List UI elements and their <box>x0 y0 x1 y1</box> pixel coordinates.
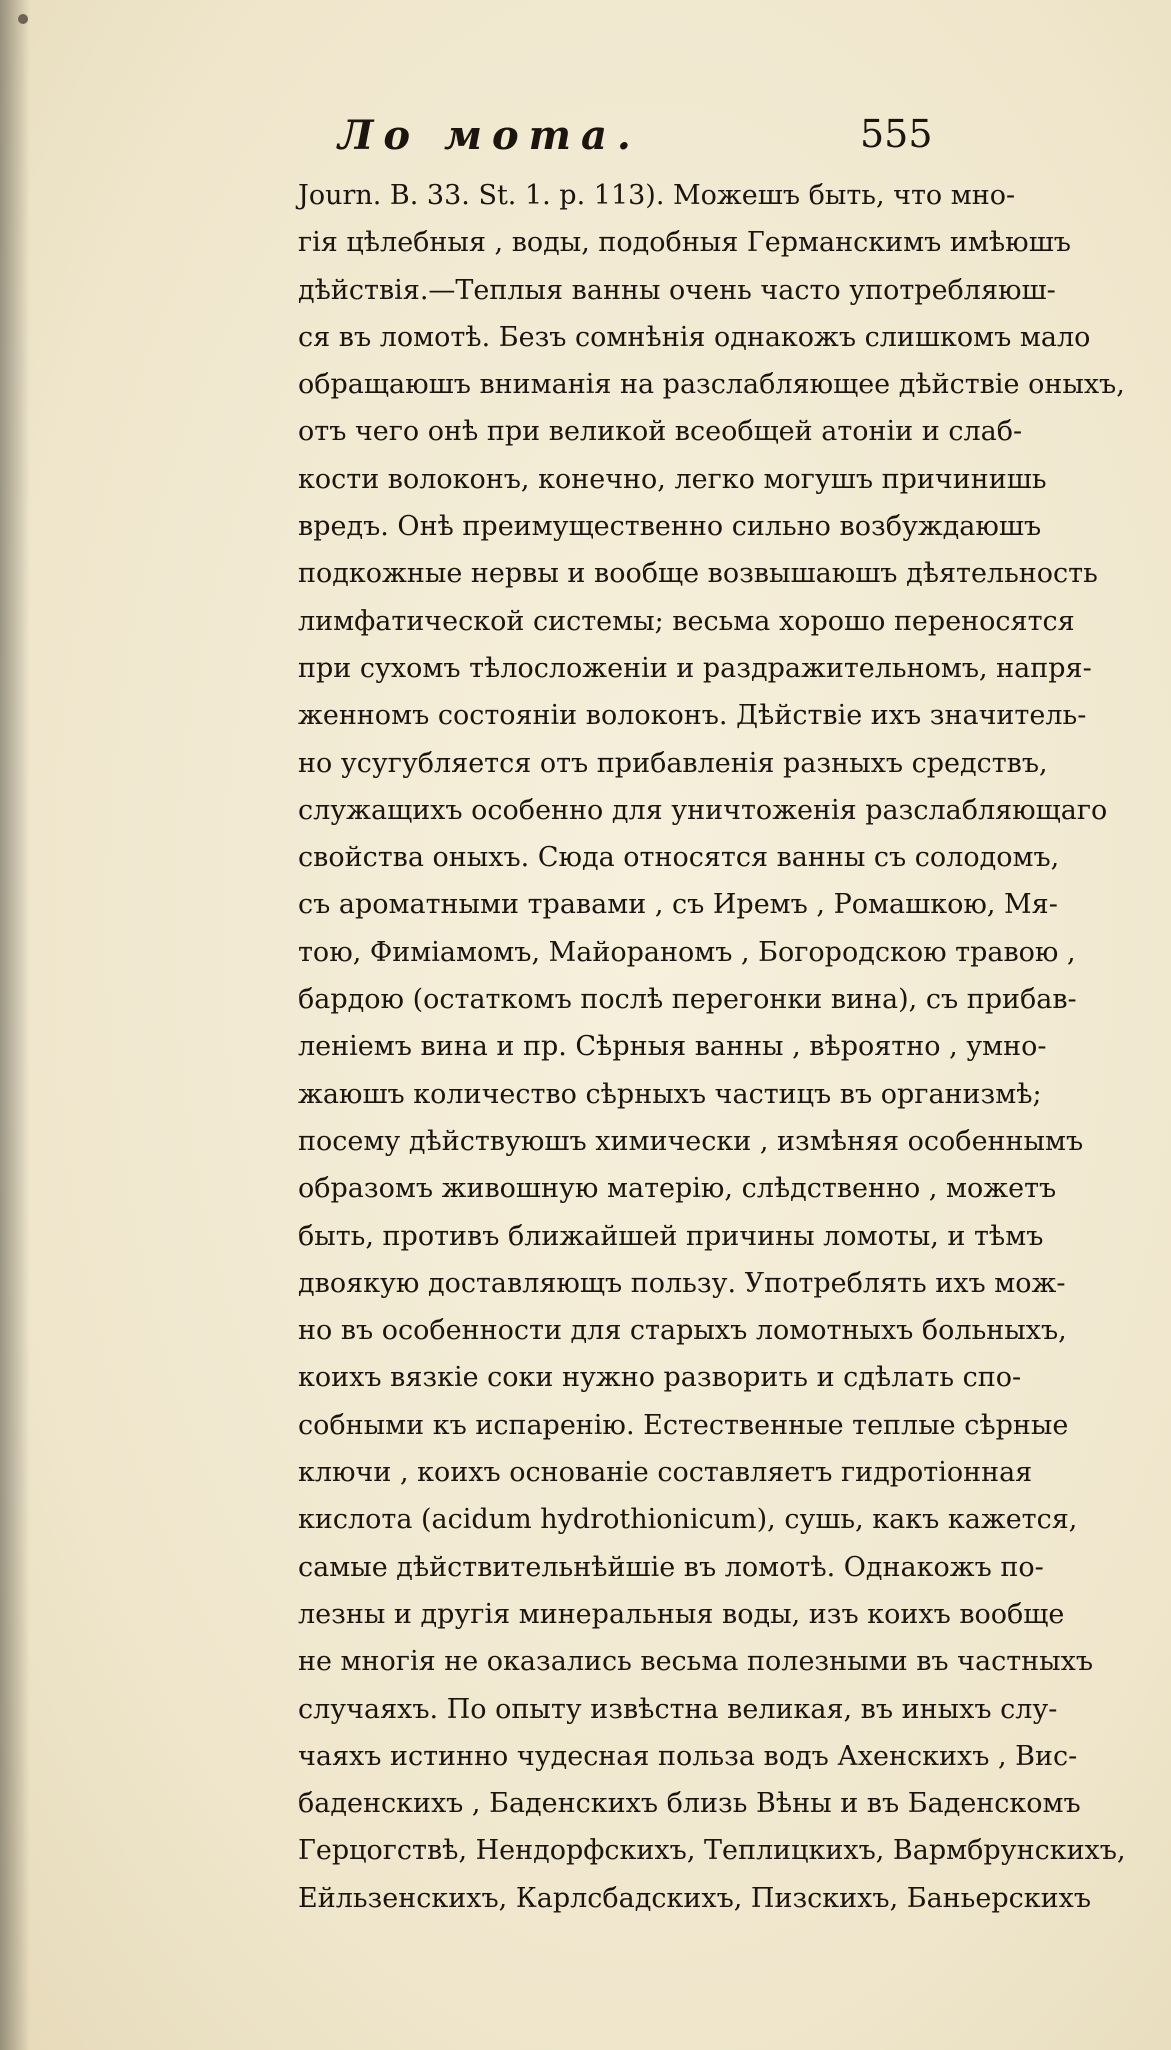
page-header <box>0 112 1171 172</box>
text-line: но усугубляется отъ прибавленія разныхъ средствъ, <box>298 747 1048 779</box>
text-line: ся въ ломотѣ. Безъ сомнѣнія однакожъ слишкомъ мало <box>298 321 1091 353</box>
text-line: подкожные нервы и вообще возвышаюшъ дѣятельность <box>298 558 1098 590</box>
text-line: кости волоконъ, конечно, легко могушъ причинишь <box>298 463 1047 495</box>
text-line: коихъ вязкіе соки нужно разворить и сдѣлать спо- <box>298 1362 1022 1394</box>
text-line: лимфатической системы; весьма хорошо переносятся <box>298 605 1075 637</box>
binding-shadow <box>0 0 30 2050</box>
text-line: чаяхъ истинно чудесная польза водъ Ахенскихъ , Вис- <box>298 1740 1078 1772</box>
text-line: съ ароматными травами , съ Иремъ , Ромашкою, Мя- <box>298 889 1058 921</box>
text-line: гія цѣлебныя , воды, подобныя Германскимъ имѣюшъ <box>298 227 1071 259</box>
text-line: Ейльзенскихъ, Карлсбадскихъ, Пизскихъ, Баньерскихъ <box>298 1882 1092 1914</box>
text-line: случаяхъ. По опыту извѣстна великая, въ иныхъ слу- <box>298 1693 1058 1725</box>
body-text <box>298 172 1126 1922</box>
page-number: 555 <box>860 112 933 156</box>
text-line: тою, Фиміамомъ, Майораномъ , Богородскою травою , <box>298 936 1076 968</box>
text-line: собными къ испаренію. Естественные теплые сѣрные <box>298 1409 1069 1441</box>
text-line: вредъ. Онѣ преимущественно сильно возбуждаюшъ <box>298 511 1042 543</box>
text-line: служащихъ особенно для уничтоженія разслабляющаго <box>298 794 1108 826</box>
text-line: самые дѣйствительнѣйшіе въ ломотѣ. Однакожъ по- <box>298 1551 1044 1583</box>
text-line: лезны и другія минеральныя воды, изъ коихъ вообще <box>298 1598 1065 1630</box>
text-line: обращаюшъ вниманія на разслабляющее дѣйствіе оныхъ, <box>298 369 1125 401</box>
text-line: не многія не оказались весьма полезными въ частныхъ <box>298 1646 1094 1678</box>
text-line: ключи , коихъ основаніе составляетъ гидротіонная <box>298 1457 1033 1489</box>
text-line: леніемъ вина и пр. Сѣрныя ванны , вѣроятно , умно- <box>298 1031 1047 1063</box>
text-line: посему дѣйствуюшъ химически , измѣняя особеннымъ <box>298 1125 1084 1157</box>
text-line: свойства оныхъ. Сюда относятся ванны съ солодомъ, <box>298 842 1060 874</box>
running-title: Ло мота. <box>338 112 641 159</box>
text-line: двоякую доставляющъ пользу. Употреблять ихъ мож- <box>298 1267 1066 1299</box>
text-line: Journ. B. 33. St. 1. p. 113). Можешъ быть, что мно- <box>298 180 1016 211</box>
ink-spot <box>18 14 28 24</box>
text-line: отъ чего онѣ при великой всеобщей атоніи и слаб- <box>298 416 1023 448</box>
text-line: дѣйствія.—Теплыя ванны очень часто употребляюш- <box>298 274 1056 306</box>
text-line: женномъ состояніи волоконъ. Дѣйствіе ихъ значитель- <box>298 700 1087 732</box>
text-line: баденскихъ , Баденскихъ близь Вѣны и въ Баденскомъ <box>298 1788 1081 1820</box>
text-line: кислота (acidum hydrothionicum), сушь, какъ кажется, <box>298 1504 1078 1536</box>
text-line: жаюшъ количество сѣрныхъ частицъ въ организмѣ; <box>298 1078 1042 1110</box>
text-line: быть, противъ ближайшей причины ломоты, и тѣмъ <box>298 1220 1044 1252</box>
text-line: бардою (остаткомъ послѣ перегонки вина), съ прибав- <box>298 984 1077 1016</box>
text-line: образомъ живошную матерію, слѣдственно , можетъ <box>298 1173 1057 1205</box>
text-line: при сухомъ тѣлосложеніи и раздражительномъ, напря- <box>298 652 1092 684</box>
text-line: но въ особенности для старыхъ ломотныхъ больныхъ, <box>298 1315 1067 1347</box>
text-line: Герцогствѣ, Нендорфскихъ, Теплицкихъ, Вармбрунскихъ, <box>298 1835 1126 1867</box>
